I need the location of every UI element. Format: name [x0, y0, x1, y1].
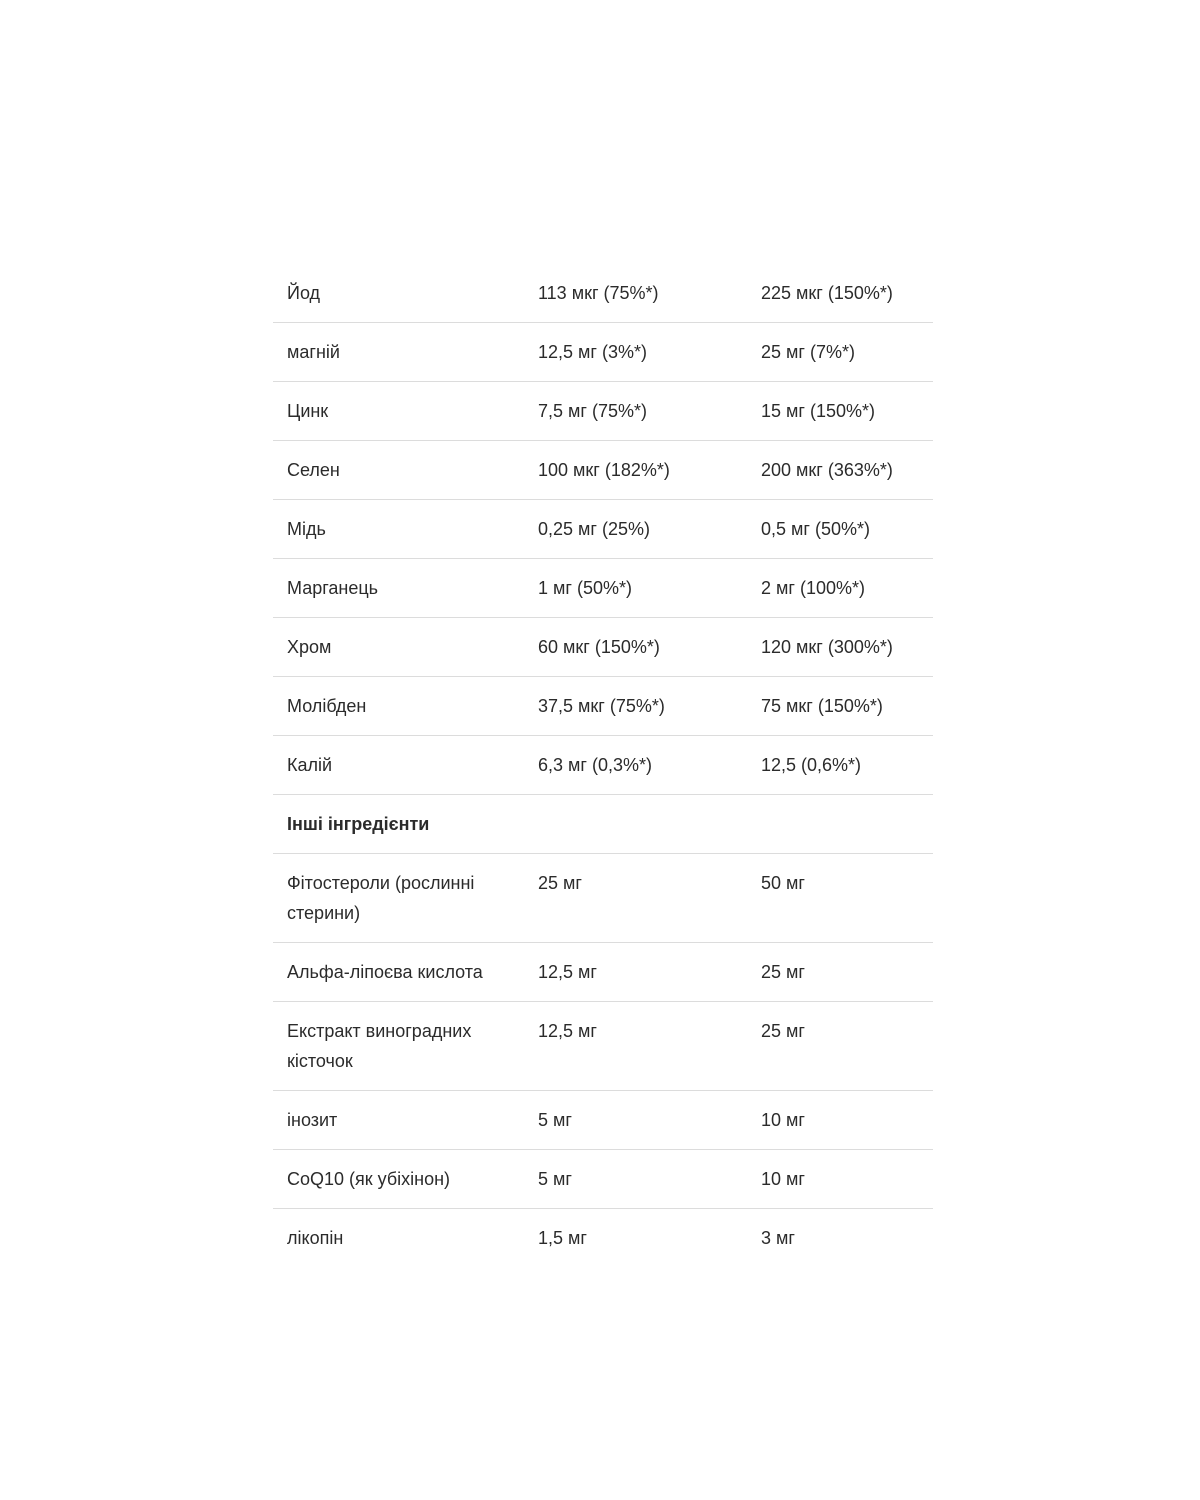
dose-double: 3 мг [761, 1228, 795, 1248]
nutrient-name: Калій [287, 755, 333, 775]
nutrient-name: магній [287, 342, 340, 362]
dose-double: 75 мкг (150%*) [761, 696, 883, 716]
ingredient-name: лікопін [287, 1228, 344, 1248]
dose-single: 60 мкг (150%*) [538, 637, 660, 657]
ingredient-name: Екстракт виноградних кісточок [287, 1021, 472, 1071]
dose-double: 2 мг (100%*) [761, 578, 865, 598]
ingredient-name: Фітостероли (рослинні стерини) [287, 873, 475, 923]
nutrient-name: Хром [287, 637, 332, 657]
dose-single: 12,5 мг [538, 962, 597, 982]
dose-single: 12,5 мг [538, 1021, 597, 1041]
table-row-alpha-lipoic-acid [273, 943, 933, 1002]
dose-double: 25 мг (7%*) [761, 342, 855, 362]
nutrient-name: Цинк [287, 401, 329, 421]
table-row-coq10 [273, 1150, 933, 1209]
table-row-selenium [273, 441, 933, 500]
table-row-lycopene [273, 1209, 933, 1267]
table-row-copper [273, 500, 933, 559]
dose-double: 12,5 (0,6%*) [761, 755, 862, 775]
dose-single: 0,25 мг (25%) [538, 519, 650, 539]
nutrient-name: Селен [287, 460, 340, 480]
ingredient-name: Альфа-ліпоєва кислота [287, 962, 483, 982]
table-row-grape-seed-extract [273, 1002, 933, 1091]
dose-single: 5 мг [538, 1110, 572, 1130]
dose-single: 1 мг (50%*) [538, 578, 632, 598]
table-row-zinc [273, 382, 933, 441]
table-row-inositol [273, 1091, 933, 1150]
dose-double: 10 мг [761, 1110, 805, 1130]
dose-double: 200 мкг (363%*) [761, 460, 893, 480]
table-row-phytosterols [273, 854, 933, 943]
dose-single: 7,5 мг (75%*) [538, 401, 647, 421]
dose-single: 6,3 мг (0,3%*) [538, 755, 652, 775]
dose-double: 0,5 мг (50%*) [761, 519, 870, 539]
ingredient-name: CoQ10 (як убіхінон) [287, 1169, 451, 1189]
table-row-potassium [273, 736, 933, 795]
section-header-other-ingredients [273, 795, 933, 854]
dose-double: 25 мг [761, 962, 805, 982]
nutrient-name: Марганець [287, 578, 379, 598]
dose-single: 1,5 мг [538, 1228, 587, 1248]
table-row-molybdenum [273, 677, 933, 736]
dose-single: 5 мг [538, 1169, 572, 1189]
section-title: Інші інгредієнти [287, 814, 430, 834]
table-row-magnesium [273, 323, 933, 382]
dose-single: 12,5 мг (3%*) [538, 342, 647, 362]
dose-single: 113 мкг (75%*) [538, 283, 659, 303]
table-row-manganese [273, 559, 933, 618]
ingredient-name: інозит [287, 1110, 338, 1130]
dose-double: 120 мкг (300%*) [761, 637, 893, 657]
table-row-chromium [273, 618, 933, 677]
dose-double: 10 мг [761, 1169, 805, 1189]
nutrient-name: Молібден [287, 696, 367, 716]
dose-single: 25 мг [538, 873, 582, 893]
nutrition-table [273, 264, 933, 1267]
dose-single: 100 мкг (182%*) [538, 460, 670, 480]
nutrient-name: Йод [287, 283, 321, 303]
dose-double: 15 мг (150%*) [761, 401, 875, 421]
table-row-iodine [273, 264, 933, 323]
dose-double: 225 мкг (150%*) [761, 283, 893, 303]
dose-double: 50 мг [761, 873, 805, 893]
nutrient-name: Мідь [287, 519, 326, 539]
dose-double: 25 мг [761, 1021, 805, 1041]
dose-single: 37,5 мкг (75%*) [538, 696, 665, 716]
